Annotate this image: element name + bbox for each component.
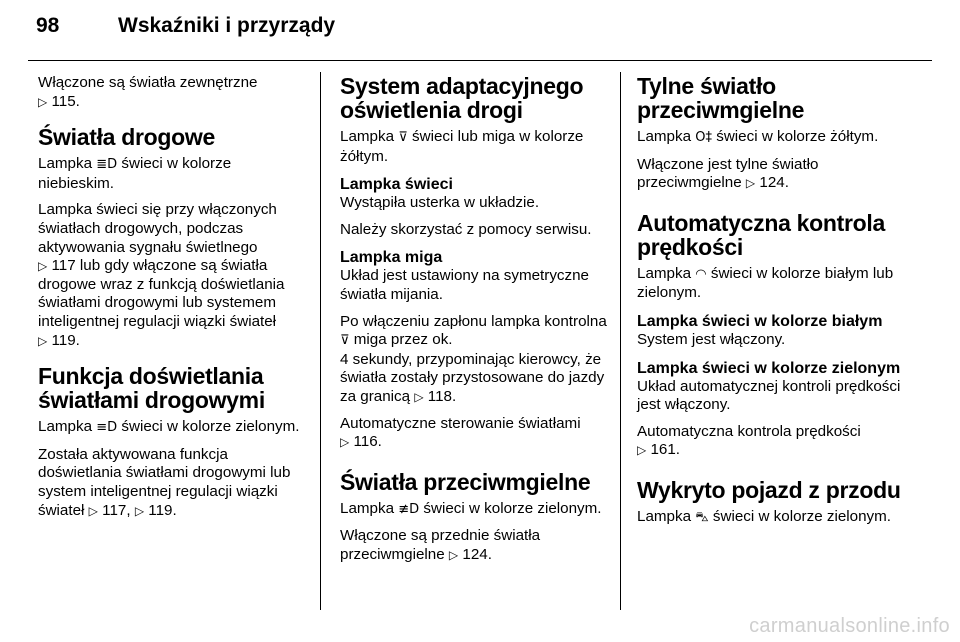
paragraph: Lampka O‡ świeci w kolorze żółtym. [637, 128, 879, 145]
paragraph: Układ jest ustawiony na symetryczne światła mijania. [340, 267, 590, 303]
paragraph: Lampka ≣D świeci w kolorze niebieskim. [38, 155, 232, 192]
section-heading: Światła drogowe [38, 124, 215, 151]
column-2 [340, 74, 612, 573]
reference-arrow-icon: ▷ [745, 176, 756, 191]
section-heading: Funkcja doświetlania światłami drogowymi [38, 363, 265, 414]
paragraph: Lampka świeci się przy włączonych światłach drogowych, podczas aktywowania sygnału świetlnego ▷ 117 lub gdy włączone są światła drogowe wraz z funkcją doświetlania światłami drogowymi lub systemem inteligentnej regulacji wiązki świateł ▷ 119. [38, 201, 285, 349]
paragraph: System jest włączony. [637, 330, 786, 348]
paragraph: Włączone jest tylne światło przeciwmgielne ▷ 124. [637, 155, 819, 192]
column-divider [620, 72, 621, 610]
section-heading: System adaptacyjnego oświetlenia drogi [340, 73, 584, 123]
reference-arrow-icon: ▷ [340, 435, 350, 450]
section-heading: Światła przeciwmgielne [340, 468, 591, 495]
paragraph: Lampka ⊽ świeci lub miga w kolorze żółtym. [340, 128, 584, 165]
page-number: 98 [36, 14, 60, 37]
paragraph: Po włączeniu zapłonu lampka kontrolna ⊽ miga przez ok. 4 sekundy, przypominając kierowcy, że światła zostały przystosowane do jazdy za granicą ▷ 118. [340, 312, 607, 405]
paragraph: Automatyczne sterowanie światłami ▷ 116. [340, 414, 581, 451]
adaptive-light-icon: ⊽ [398, 130, 408, 145]
subheading: Lampka świeci w kolorze białym [637, 312, 883, 330]
reference-arrow-icon: ▷ [88, 503, 98, 518]
paragraph: Automatyczna kontrola prędkości ▷ 161. [637, 422, 861, 459]
paragraph: Włączone są przednie światła przeciwmgielne ▷ 124. [340, 527, 541, 563]
paragraph: Włączone są światła zewnętrzne ▷ 115. [38, 74, 258, 110]
header-rule [28, 60, 932, 61]
chapter-title: Wskaźniki i przyrządy [118, 14, 336, 37]
adaptive-light-icon: ⊽ [340, 333, 350, 349]
paragraph: Lampka ⛍ świeci w kolorze zielonym. [637, 507, 892, 525]
reference-arrow-icon: ▷ [637, 443, 647, 458]
paragraph: Wystąpiła usterka w układzie. [340, 194, 540, 212]
paragraph: Została aktywowana funkcja doświetlania światłami drogowymi lub system inteligentnej regulacji wiązki świateł ▷ 117, ▷ 119. [38, 445, 291, 519]
speedometer-icon: ◠ [695, 266, 707, 282]
watermark: carmanualsonline.info [749, 615, 950, 637]
column-1 [38, 74, 310, 528]
high-beam-assist-icon: ≡D [96, 420, 118, 436]
paragraph: Lampka ◠ świeci w kolorze białym lub zielonym. [637, 264, 894, 302]
reference-arrow-icon: ▷ [38, 259, 48, 274]
paragraph: Lampka ≡D świeci w kolorze zielonym. [38, 418, 300, 436]
subheading: Lampka świeci [340, 176, 453, 194]
subheading: Lampka miga [340, 249, 443, 267]
high-beam-icon: ≣D [96, 157, 118, 173]
page-header [28, 14, 932, 44]
reference-arrow-icon: ▷ [448, 547, 459, 562]
reference-arrow-icon: ▷ [134, 503, 145, 518]
section-heading: Automatyczna kontrola prędkości [637, 209, 886, 260]
column-3 [637, 74, 919, 536]
paragraph: Lampka ≢D świeci w kolorze zielonym. [340, 499, 602, 517]
subheading: Lampka świeci w kolorze zielonym [637, 359, 901, 377]
section-heading: Wykryto pojazd z przodu [637, 476, 901, 503]
section-heading: Tylne światło przeciwmgielne [637, 73, 805, 123]
paragraph: Układ automatycznej kontroli prędkości jest włączony. [637, 377, 901, 414]
reference-arrow-icon: ▷ [38, 333, 48, 348]
front-fog-icon: ≢D [398, 501, 420, 517]
column-divider [320, 72, 321, 610]
rear-fog-icon: O‡ [695, 130, 713, 145]
reference-arrow-icon: ▷ [38, 94, 48, 109]
vehicle-ahead-icon: ⛍ [695, 509, 709, 525]
reference-arrow-icon: ▷ [414, 389, 424, 404]
paragraph: Należy skorzystać z pomocy serwisu. [340, 220, 592, 238]
